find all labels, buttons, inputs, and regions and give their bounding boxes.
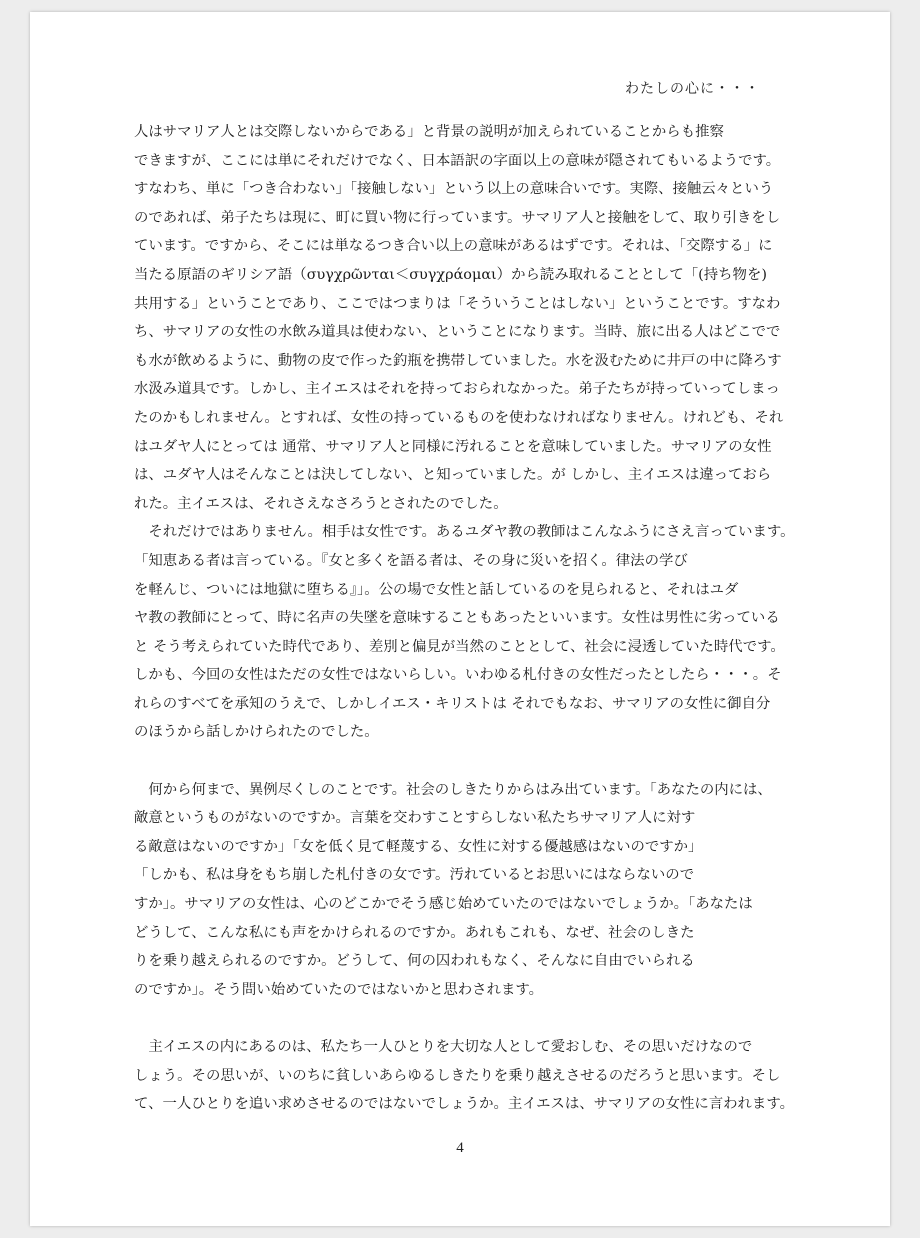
body-line: 「しかも、私は身をもち崩した札付きの女です。汚れているとお思いにはならないので: [134, 867, 695, 884]
page-number: 4: [456, 1140, 464, 1156]
body-line: ち、サマリアの女性の水飲み道具は使わない、ということになります。当時、旅に出る人はどこでで: [134, 324, 781, 341]
body-line: しかも、今回の女性はただの女性ではないらしい。いわゆる札付きの女性だったとしたら・・・。そ: [134, 667, 782, 684]
paragraph-gap: [134, 1004, 796, 1033]
body-line: 水汲み道具です。しかし、主イエスはそれを持っておられなかった。弟子たちが持っていってしまっ: [134, 381, 780, 398]
body-line: 敵意というものがないのですか。言葉を交わすことすらしない私たちサマリア人に対す: [134, 810, 696, 827]
body-line: も水が飲めるように、動物の皮で作った釣瓶を携帯していました。水を汲むために井戸の中に降ろす: [134, 352, 782, 369]
body-line: りを乗り越えられるのですか。どうして、何の囚われもなく、そんなに自由でいられる: [134, 953, 695, 970]
body-line: のであれば、弟子たちは現に、町に買い物に行っています。サマリア人と接触をして、取り引きをし: [134, 209, 781, 226]
body-line: すなわち、単に「つき合わない」「接触しない」という以上の意味合いです。実際、接触云々という: [134, 181, 774, 198]
body-line: たのかもしれません。とすれば、女性の持っているものを使わなければなりません。けれども、それ: [134, 409, 784, 426]
body-line: を軽んじ、ついには地獄に堕ちる』」。公の場で女性と話しているのを見られると、それはユダ: [134, 581, 739, 598]
body-line: 何から何まで、異例尽くしのことです。社会のしきたりからはみ出ています。「あなたの内には、: [134, 781, 772, 798]
body-line: ています。ですから、そこには単なるつき合い以上の意味があるはずです。それは、「交際する」に: [134, 238, 773, 255]
body-line: 「知恵ある者は言っている。『女と多くを語る者は、その身に災いを招く。律法の学び: [134, 552, 688, 569]
body-line: できますが、ここには単にそれだけでなく、日本語訳の字面以上の意味が隠されてもいるようです。: [134, 152, 781, 169]
paragraph-gap: [134, 747, 796, 776]
body-line: れらのすべてを承知のうえで、しかしイエス・キリストは それでもなお、サマリアの女性に御自分: [134, 695, 771, 712]
body-line: のですか」。そう問い始めていたのではないかと思わされます。: [134, 981, 543, 998]
body-line: はユダヤ人にとっては 通常、サマリア人と同様に汚れることを意味していました。サマリアの女性: [134, 438, 772, 455]
body-line: と そう考えられていた時代であり、差別と偏見が当然のこととして、社会に浸透していた時代です。: [134, 638, 785, 655]
body-line: 主イエスの内にあるのは、私たち一人ひとりを大切な人として愛おしむ、その思いだけなので: [134, 1039, 753, 1055]
body-line: のほうから話しかけられたのでした。: [134, 724, 379, 741]
body-line: 共用する」ということであり、ここではつまりは「そういうことはしない」ということです。すなわ: [134, 295, 781, 312]
body-line: 人はサマリア人とは交際しないからである」と背景の説明が加えられていることからも推察: [134, 124, 724, 140]
body-line: る敵意はないのですか」「女を低く見て軽蔑する、女性に対する優越感はないのですか」: [134, 838, 703, 855]
body-line: は、ユダヤ人はそんなことは決してしない、と知っていました。が しかし、主イエスは違っておら: [134, 467, 772, 484]
body-line: どうして、こんな私にも声をかけられるのですか。あれもこれも、なぜ、社会のしきた: [134, 924, 695, 941]
document-page: [30, 12, 890, 1226]
body-line: ヤ教の教師にとって、時に名声の失墜を意味することもあったといいます。女性は男性に劣っている: [134, 610, 780, 627]
body-text: [134, 118, 796, 1119]
body-line: れた。主イエスは、それさえなさろうとされたのでした。: [134, 495, 508, 512]
running-header: わたしの心に・・・: [625, 81, 760, 97]
body-line: すか」。サマリアの女性は、心のどこかでそう感じ始めていたのではないでしょうか。「あなたは: [134, 896, 753, 913]
body-line: しょう。その思いが、いのちに貧しいあらゆるしきたりを乗り越えさせるのだろうと思います。そし: [134, 1067, 781, 1084]
body-line: て、一人ひとりを追い求めさせるのではないでしょうか。主イエスは、サマリアの女性に言われます。: [134, 1096, 794, 1113]
body-line: それだけではありません。相手は女性です。あるユダヤ教の教師はこんなふうにさえ言っています。: [134, 524, 795, 541]
body-line: 当たる原語のギリシア語（συγχρῶνται＜συγχράομαι）から読み取れることとして「(持ち物を): [134, 266, 767, 283]
